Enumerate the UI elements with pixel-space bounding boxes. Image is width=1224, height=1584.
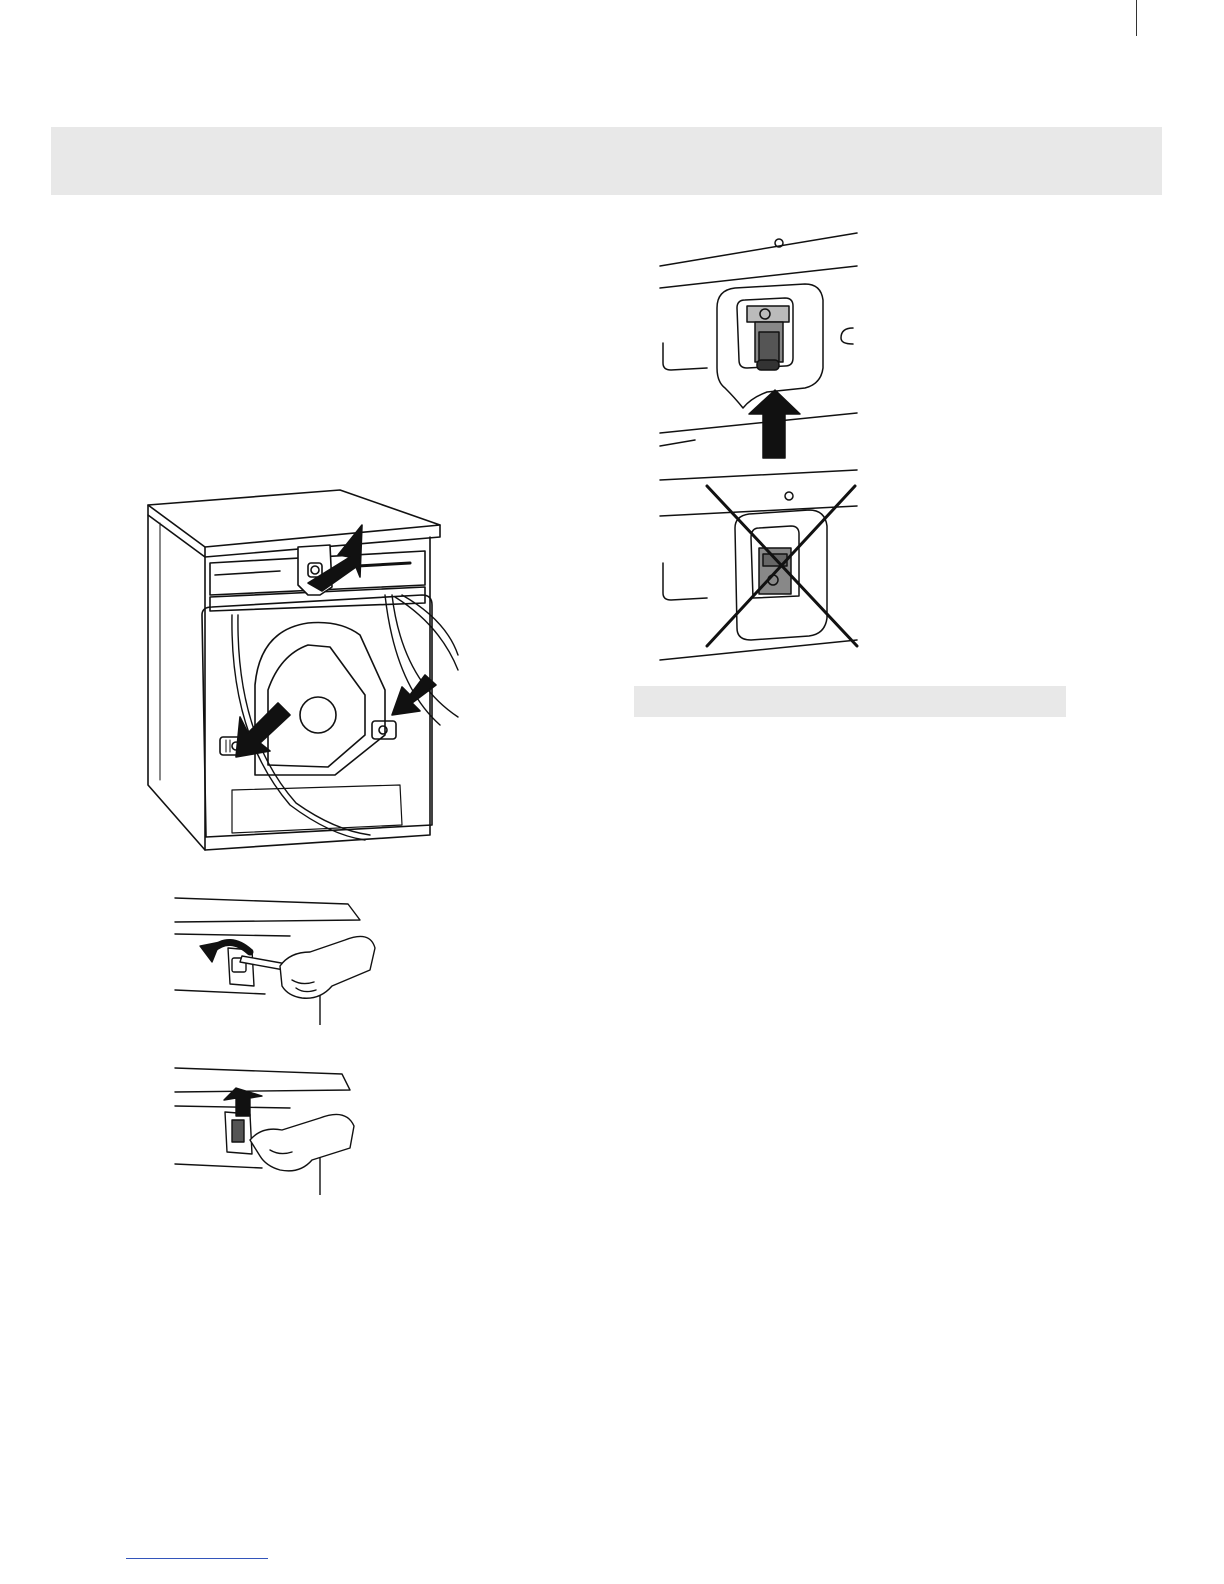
wrench-loosen-bolt-icon xyxy=(170,890,380,1025)
wrench-step-illustration xyxy=(170,890,380,1025)
section-header-band xyxy=(51,127,1162,195)
top-rule xyxy=(1136,0,1137,36)
spacer-crossed-out-icon xyxy=(655,468,865,673)
pull-spacer-icon xyxy=(170,1060,380,1195)
wrong-spacer-illustration xyxy=(655,468,865,673)
washer-rear-arrows-icon xyxy=(140,485,460,855)
correct-spacer-illustration xyxy=(655,228,865,463)
footer-link-underline[interactable] xyxy=(126,1558,268,1559)
caption-band xyxy=(634,686,1066,717)
pull-step-illustration xyxy=(170,1060,380,1195)
spacer-remove-up-icon xyxy=(655,228,865,463)
washer-rear-illustration xyxy=(140,485,460,855)
